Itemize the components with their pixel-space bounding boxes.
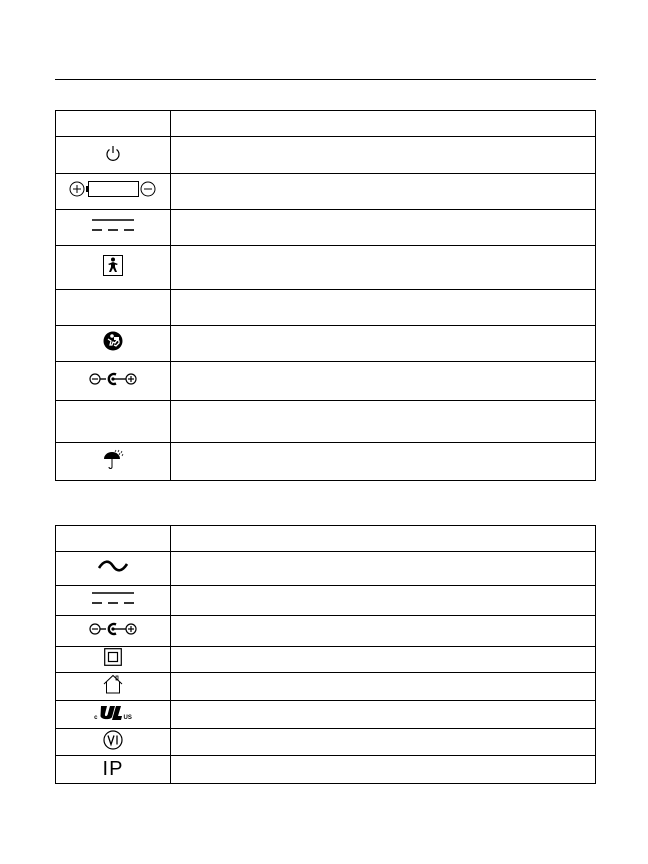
table-row — [56, 647, 596, 673]
row-description — [171, 756, 596, 784]
table-row — [56, 586, 596, 616]
row-description — [171, 552, 596, 586]
row-description — [171, 174, 596, 210]
direct-current-icon — [91, 591, 135, 605]
row-description — [171, 362, 596, 401]
table-row — [56, 246, 596, 290]
header-cell-description — [171, 111, 596, 137]
table-row — [56, 616, 596, 647]
table-row — [56, 756, 596, 784]
row-description — [171, 326, 596, 362]
table-row — [56, 401, 596, 443]
keep-dry-icon — [102, 448, 124, 470]
battery-polarity-icon — [69, 180, 157, 198]
type-bf-applied-part-icon — [103, 255, 123, 276]
table-header-row — [56, 526, 596, 552]
ul-c-label: c — [94, 715, 98, 721]
table-row — [56, 362, 596, 401]
class-ii-double-insulation-icon — [104, 648, 122, 666]
ul-listed-mark-icon — [94, 705, 132, 721]
table-row — [56, 552, 596, 586]
symbols-table-2 — [55, 525, 596, 784]
row-description — [171, 647, 596, 673]
alternating-current-icon — [97, 559, 129, 573]
dc-polarity-plug-icon — [89, 622, 137, 636]
table-row — [56, 290, 596, 326]
header-cell-symbol — [56, 111, 171, 137]
table-row — [56, 174, 596, 210]
row-description — [171, 401, 596, 443]
symbols-table-1 — [55, 110, 596, 481]
row-description — [171, 290, 596, 326]
direct-current-icon — [91, 218, 135, 232]
power-icon — [105, 144, 121, 162]
table-row — [56, 673, 596, 701]
row-description — [171, 443, 596, 481]
top-rule — [55, 79, 596, 80]
ul-us-label: US — [123, 715, 132, 721]
row-description — [171, 586, 596, 616]
row-description — [171, 616, 596, 647]
row-description — [171, 210, 596, 246]
row-description — [171, 729, 596, 756]
dc-polarity-plug-icon — [89, 372, 137, 386]
row-description — [171, 137, 596, 174]
row-description — [171, 246, 596, 290]
ip-rating-icon: IP — [102, 758, 124, 780]
follow-instructions-icon — [103, 331, 123, 351]
table-row — [56, 729, 596, 756]
table-row — [56, 443, 596, 481]
header-cell-description — [171, 526, 596, 552]
table-row — [56, 210, 596, 246]
table-header-row — [56, 111, 596, 137]
table-row — [56, 701, 596, 729]
row-description — [171, 673, 596, 701]
header-cell-symbol — [56, 526, 171, 552]
efficiency-level-vi-icon — [103, 730, 123, 750]
table-row — [56, 326, 596, 362]
indoor-use-only-icon — [103, 674, 123, 694]
row-description — [171, 701, 596, 729]
table-row — [56, 137, 596, 174]
